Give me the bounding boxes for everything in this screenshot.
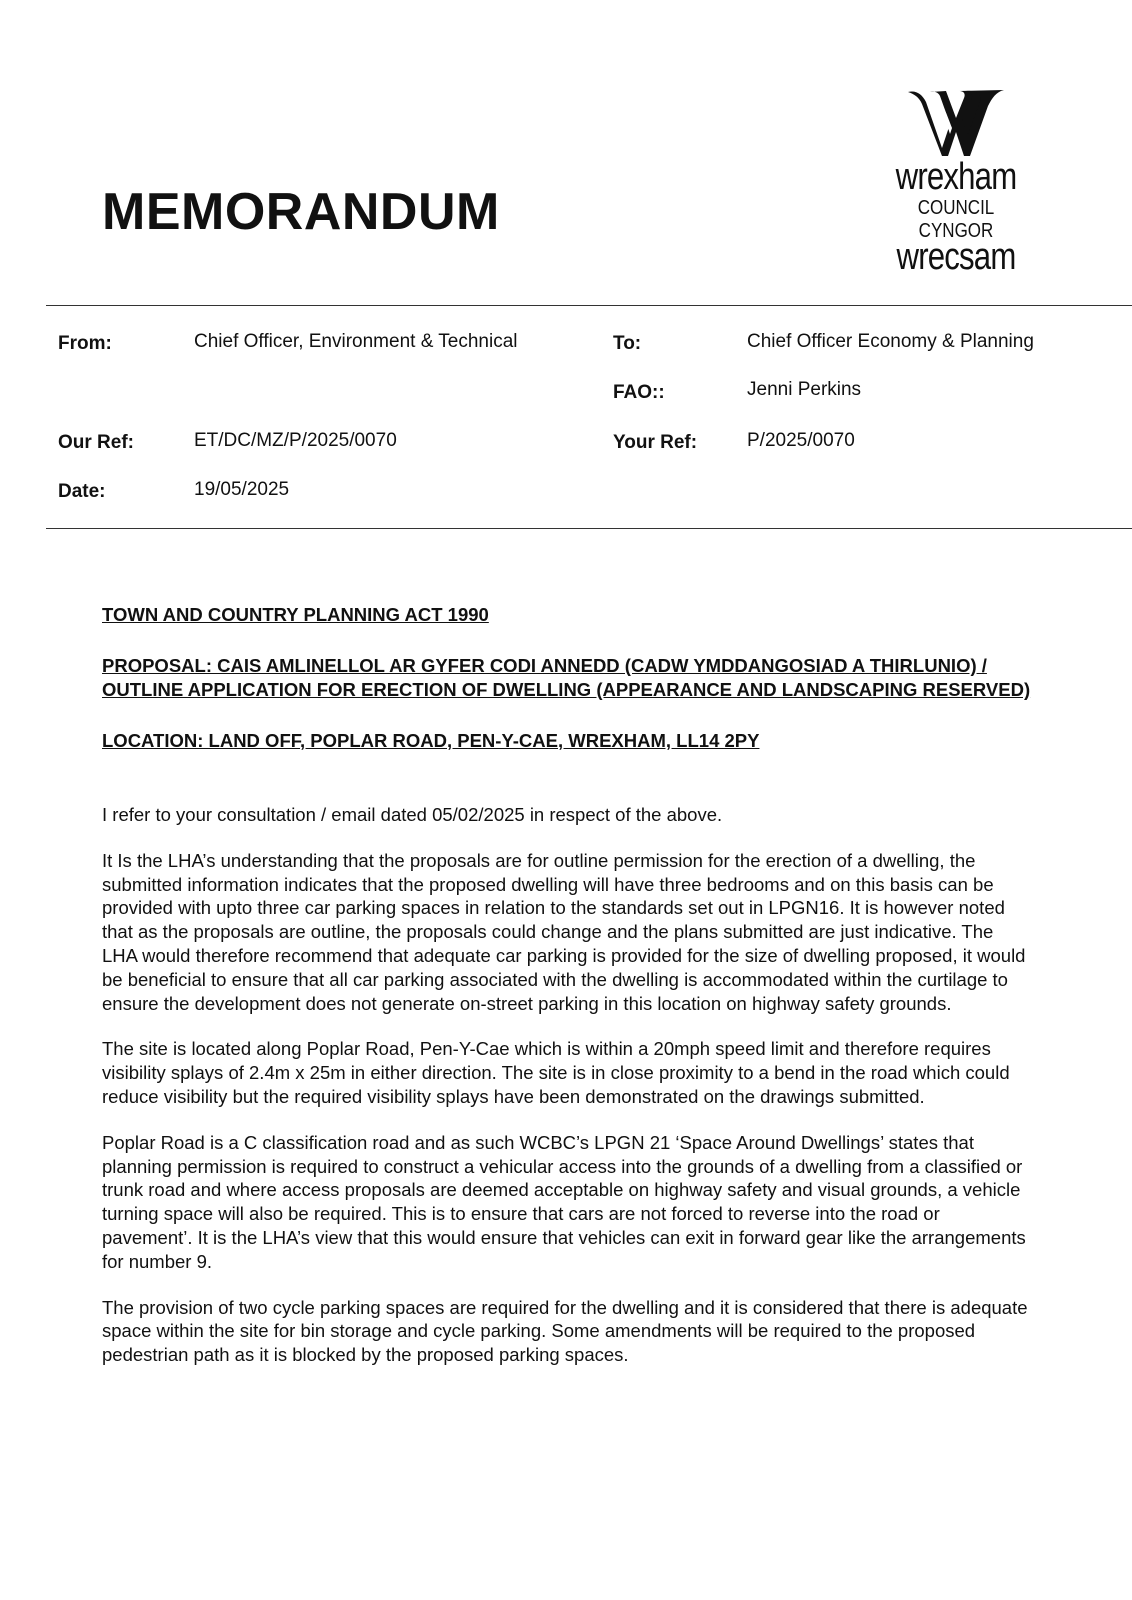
logo-text-council: COUNCIL: [917, 197, 995, 219]
logo-text-cyngor: CYNGOR: [918, 220, 994, 242]
fao-label: FAO::: [613, 382, 665, 403]
memo-title: MEMORANDUM: [102, 183, 500, 241]
date-value: 19/05/2025: [194, 479, 290, 500]
proposal-heading: PROPOSAL: CAIS AMLINELLOL AR GYFER CODI ANNEDD (CADW YMDDANGOSIAD A THIRLUNIO) / OUTLINE APPLICATION FOR ERECTION OF DWELLING (APPEARANCE AND LANDSCAPING RESERVED): [102, 655, 1031, 700]
fao-value: Jenni Perkins: [747, 379, 862, 400]
paragraph-consultation: I refer to your consultation / email dated 05/02/2025 in respect of the above.: [102, 804, 723, 825]
your-ref-label: Your Ref:: [613, 432, 698, 453]
logo-text-wrexham: wrexham: [895, 156, 1017, 198]
memo-body: [102, 603, 1032, 1367]
paragraph-visibility: The site is located along Poplar Road, Pen-Y-Cae which is within a 20mph speed limit and therefore requires visibility splays of 2.4m x 25m in either direction. The site is in close proximity to a bend in the road which could reduce visibility but the required visibility splays have been demonstrated on the drawings submitted.: [102, 1038, 1010, 1107]
header-divider-bottom: [46, 528, 1132, 529]
from-label: From:: [58, 333, 112, 354]
location-heading: LOCATION: LAND OFF, POPLAR ROAD, PEN-Y-CAE, WREXHAM, LL14 2PY: [102, 730, 760, 751]
act-heading: TOWN AND COUNTRY PLANNING ACT 1990: [102, 604, 489, 625]
your-ref-value: P/2025/0070: [747, 430, 855, 451]
paragraph-access: Poplar Road is a C classification road and as such WCBC’s LPGN 21 ‘Space Around Dwellings’ states that planning permission is required to construct a vehicular access into the grounds of a dwelling from a classified or trunk road and where access proposals are deemed acceptable on highway safety and visual grounds, a vehicle turning space will also be required. This is to ensure that cars are not forced to reverse into the road or pavement’. It is the LHA’s view that this would ensure that vehicles can exit in forward gear like the arrangements for number 9.: [102, 1131, 1026, 1272]
to-value: Chief Officer Economy & Planning: [747, 331, 1034, 352]
paragraph-cycle-parking: The provision of two cycle parking spaces are required for the dwelling and it is considered that there is adequate space within the site for bin storage and cycle parking. Some amendments will be required to the proposed pedestrian path as it is blocked by the proposed parking spaces.: [102, 1296, 1028, 1366]
from-value: Chief Officer, Environment & Technical: [194, 331, 518, 352]
date-label: Date:: [58, 481, 106, 502]
to-label: To:: [613, 333, 642, 354]
our-ref-value: ET/DC/MZ/P/2025/0070: [194, 430, 397, 451]
header-divider-top: [46, 305, 1132, 306]
wrexham-council-logo: [880, 88, 1032, 276]
w-emblem-icon: [906, 88, 1006, 158]
our-ref-label: Our Ref:: [58, 432, 134, 453]
logo-text-wrecsam: wrecsam: [896, 236, 1016, 278]
paragraph-parking: It Is the LHA’s understanding that the proposals are for outline permission for the erection of a dwelling, the submitted information indicates that the proposed dwelling will have three bedrooms and on this basis can be provided with upto three car parking spaces in relation to the standards set out in LPGN16. It is however noted that as the proposals are outline, the proposals could change and the plans submitted are just indicative. The LHA would therefore recommend that adequate car parking is provided for the size of dwelling proposed, it would be beneficial to ensure that all car parking associated with the dwelling is accommodated within the curtilage to ensure the development does not generate on-street parking in this location on highway safety grounds.: [102, 849, 1026, 1014]
